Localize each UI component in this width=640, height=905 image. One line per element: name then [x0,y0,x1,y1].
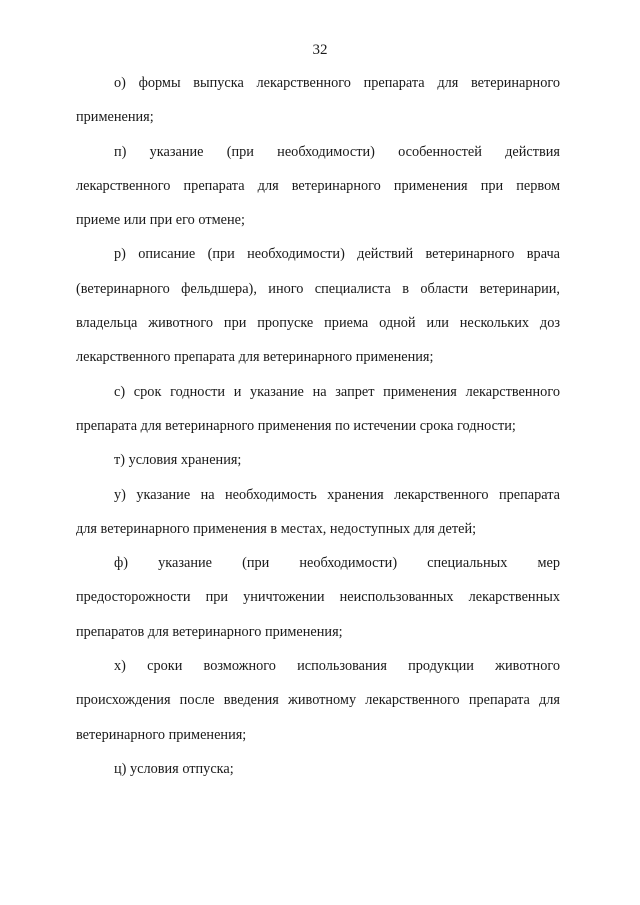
paragraph-line: происхождения после введения животному лекарственного препарата для [76,692,560,709]
paragraph-s [76,375,560,444]
paragraph-line: применения; [76,109,154,126]
paragraph-line: у) указание на необходимость хранения лекарственного препарата [114,486,560,503]
paragraph-line: для ветеринарного применения в местах, недоступных для детей; [76,520,477,537]
paragraph-line: ветеринарного применения; [76,726,247,743]
paragraph-ts [76,752,560,786]
paragraph-line: предосторожности при уничтожении неиспользованных лекарственных [76,589,560,606]
paragraph-line: с) срок годности и указание на запрет применения лекарственного [114,383,560,400]
paragraph-p [76,135,560,238]
paragraph-line: приеме или при его отмене; [76,212,245,229]
paragraph-line: ц) условия отпуска; [114,760,234,777]
paragraph-r [76,237,560,374]
paragraph-kh [76,649,560,752]
paragraph-f [76,546,560,649]
paragraph-line: т) условия хранения; [114,452,242,469]
paragraph-line: р) описание (при необходимости) действий ветеринарного врача [114,246,560,263]
paragraph-line: х) сроки возможного использования продукции животного [114,658,560,675]
paragraph-o [76,66,560,135]
paragraph-line: ф) указание (при необходимости) специальных мер [114,555,560,572]
paragraph-line: препаратов для ветеринарного применения; [76,623,343,640]
paragraph-line: владельца животного при пропуске приема одной или нескольких доз [76,315,560,332]
paragraph-line: п) указание (при необходимости) особенностей действия [114,143,560,160]
paragraph-line: препарата для ветеринарного применения по истечении срока годности; [76,417,516,434]
document-body [76,66,560,786]
paragraph-u [76,478,560,547]
paragraph-line: лекарственного препарата для ветеринарного применения при первом [76,177,560,194]
paragraph-line: о) формы выпуска лекарственного препарата для ветеринарного [114,75,560,91]
paragraph-line: лекарственного препарата для ветеринарного применения; [76,349,434,366]
page-number: 32 [312,42,328,58]
paragraph-line: (ветеринарного фельдшера), иного специалиста в области ветеринарии, [76,280,560,297]
paragraph-t [76,443,560,477]
